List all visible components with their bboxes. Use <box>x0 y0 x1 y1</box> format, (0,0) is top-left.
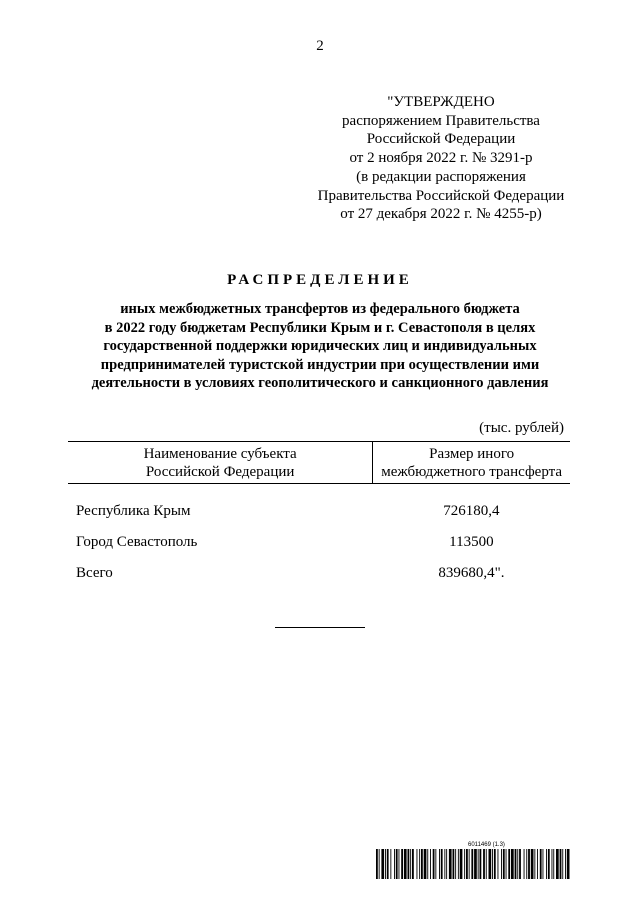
subtitle-line: в 2022 году бюджетам Республики Крым и г. Севастополя в целях <box>104 319 536 336</box>
table-row <box>68 527 570 558</box>
transfer-amount: 113500 <box>449 534 494 550</box>
approval-line: Правительства Российской Федерации <box>317 187 565 204</box>
subtitle-line: государственной поддержки юридических лиц и индивидуальных <box>103 338 537 354</box>
table-row-total <box>68 558 570 589</box>
approval-line: от 27 декабря 2022 г. № 4255-р) <box>340 206 542 223</box>
document-title: РАСПРЕДЕЛЕНИЕ <box>227 272 413 288</box>
total-amount: 839680,4". <box>438 565 505 581</box>
subtitle-line: предпринимателей туристской индустрии при осуществлении ими <box>100 356 540 373</box>
units-label: (тыс. рублей) <box>479 420 564 436</box>
approval-line: "УТВЕРЖДЕНО <box>387 94 495 110</box>
barcode-label: 6011469 (1.3) <box>468 842 505 848</box>
table-row <box>68 484 570 528</box>
approval-line: Российской Федерации <box>366 131 516 148</box>
column-header-region <box>68 442 373 484</box>
column-header-line: Российской Федерации <box>145 464 295 480</box>
region-name: Республика Крым <box>76 503 191 519</box>
transfer-amount: 726180,4 <box>443 503 500 519</box>
barcode-image <box>376 849 570 879</box>
approval-line: (в редакции распоряжения <box>356 168 526 185</box>
approval-line: от 2 ноября 2022 г. № 3291-р <box>349 150 533 167</box>
approval-line: распоряжением Правительства <box>342 112 540 129</box>
end-separator-line <box>275 627 365 628</box>
total-label: Всего <box>76 565 113 581</box>
column-header-line: Наименование субъекта <box>143 446 297 462</box>
subtitle-line: иных межбюджетных трансфертов из федерального бюджета <box>120 301 520 317</box>
distribution-table <box>68 441 570 589</box>
table-header-row <box>68 442 570 484</box>
approval-block <box>290 93 592 224</box>
region-name: Город Севастополь <box>76 534 198 550</box>
document-subtitle <box>40 300 600 393</box>
page-number: 2 <box>316 38 324 54</box>
column-header-amount <box>373 442 570 484</box>
column-header-line: межбюджетного трансферта <box>381 464 563 480</box>
column-header-line: Размер иного <box>429 446 515 462</box>
subtitle-line: деятельности в условиях геополитического и санкционного давления <box>91 375 549 391</box>
